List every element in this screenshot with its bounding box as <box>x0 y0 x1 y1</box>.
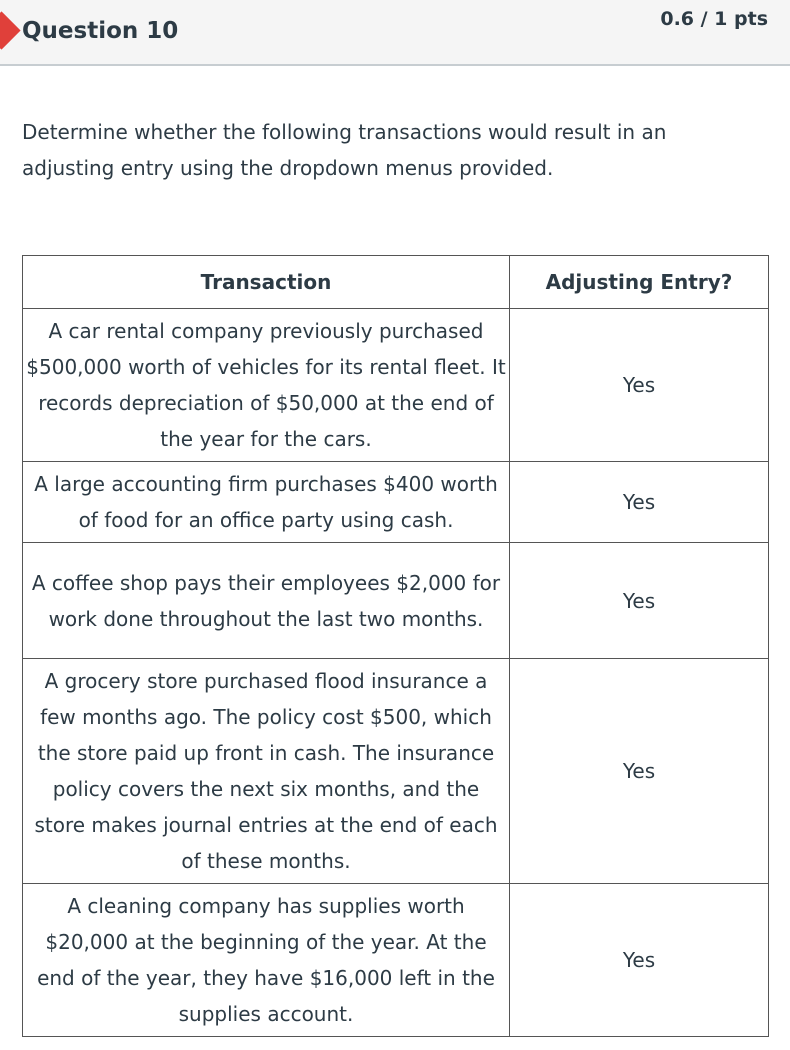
question-flag-icon <box>0 11 21 49</box>
answer-dropdown[interactable]: Yes <box>510 884 769 1037</box>
table-row <box>23 309 769 462</box>
question-title: Question 10 <box>22 18 179 44</box>
question-prompt: Determine whether the following transactions would result in an adjusting entry using the dropdown menus provided. <box>22 120 667 180</box>
answer-dropdown[interactable]: Yes <box>510 309 769 462</box>
answers-table <box>22 255 769 1037</box>
question-header <box>0 0 790 66</box>
table-row <box>23 462 769 543</box>
transaction-cell: A large accounting firm purchases $400 worth of food for an office party using cash. <box>23 462 510 543</box>
table-header-row <box>23 256 769 309</box>
table-row <box>23 884 769 1037</box>
transaction-cell: A car rental company previously purchased $500,000 worth of vehicles for its rental fleet. It records depreciation of $50,000 at the end of the year for the cars. <box>23 309 510 462</box>
header-transaction: Transaction <box>23 256 510 309</box>
answer-dropdown[interactable]: Yes <box>510 543 769 659</box>
answer-dropdown[interactable]: Yes <box>510 659 769 884</box>
header-adjusting-entry: Adjusting Entry? <box>510 256 769 309</box>
answer-dropdown[interactable]: Yes <box>510 462 769 543</box>
transaction-cell: A cleaning company has supplies worth $20,000 at the beginning of the year. At the end of the year, they have $16,000 left in the supplies account. <box>23 884 510 1037</box>
table-row <box>23 659 769 884</box>
table-row <box>23 543 769 659</box>
transaction-cell: A coffee shop pays their employees $2,000 for work done throughout the last two months. <box>23 543 510 659</box>
question-points: 0.6 / 1 pts <box>660 8 768 30</box>
transaction-cell: A grocery store purchased flood insurance a few months ago. The policy cost $500, which the store paid up front in cash. The insurance policy covers the next six months, and the store makes journal entries at the end of each of these months. <box>23 659 510 884</box>
